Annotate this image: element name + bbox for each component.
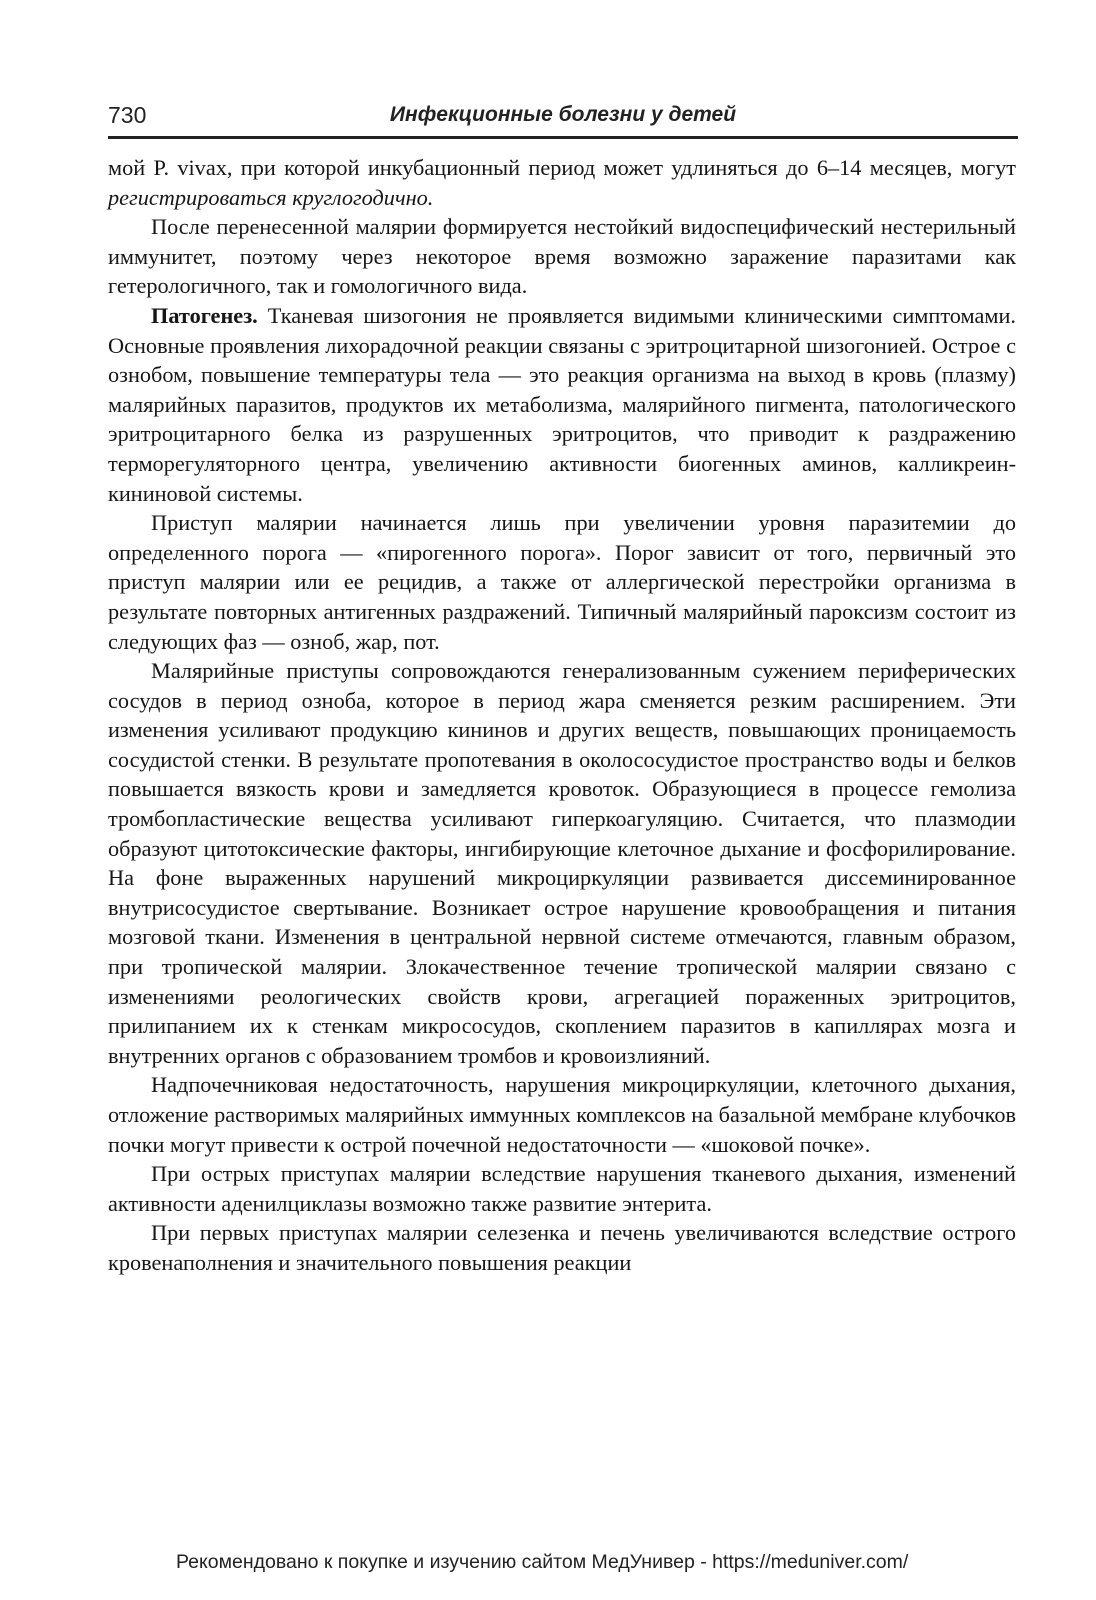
section-lead-heading: Патогенез. <box>151 302 258 328</box>
paragraph-text: Надпочечниковая недостаточность, нарушения микроциркуляции, клеточного дыхания, отложение растворимых малярийных иммунных комплексов на базальной мембране клубочков почки могут привести к острой почечной недостаточности — «шоковой почке». <box>108 1072 1016 1157</box>
paragraph-vascular <box>108 656 1016 1070</box>
paragraph-italic-text: регистрироваться круглогодично. <box>108 184 434 210</box>
paragraph-enteritis <box>108 1159 1016 1218</box>
paragraph-text: При первых приступах малярии селезенка и печень увеличиваются вследствие острого кровенаполнения и значительного повышения реакции <box>108 1220 1016 1275</box>
paragraph-pathogenesis <box>108 301 1016 508</box>
page-header <box>108 100 1018 140</box>
running-title: Инфекционные болезни у детей <box>389 103 737 126</box>
paragraph-text: После перенесенной малярии формируется нестойкий видоспецифический нестерильный иммунитет, поэтому через некоторое время возможно заражение паразитами как гетерологичного, так и гомологичного вида. <box>108 214 1016 299</box>
footer-watermark: Рекомендовано к покупке и изучению сайтом МедУнивер - https://meduniver.com/ <box>176 1551 909 1573</box>
paragraph-text: Приступ малярии начинается лишь при увеличении уровня паразитемии до определенного порога — «пирогенного порога». Порог зависит от того, первичный это приступ малярии или ее рецидив, а также от аллергической перестройки организма в результате повторных антигенных раздражений. Типичный малярийный пароксизм состоит из следующих фаз — озноб, жар, пот. <box>108 510 1016 654</box>
paragraph-continuation <box>108 153 1016 212</box>
paragraph-attack <box>108 508 1016 656</box>
paragraph-text: Малярийные приступы сопровождаются генерализованным сужением периферических сосудов в период озноба, которое в период жара сменяется резким расширением. Эти изменения усиливают продукцию кининов и других веществ, повышающих проницаемость сосудистой стенки. В результате пропотевания в околососудистое пространство воды и белков повышается вязкость крови и замедляется кровоток. Образующиеся в процессе гемолиза тромбопластические вещества усиливают гиперкоагуляцию. Считается, что плазмодии образуют цитотоксические факторы, ингибирующие клеточное дыхание и фосфорилирование. На фоне выраженных нарушений микроциркуляции развивается диссеминированное внутрисосудистое свертывание. Возникает острое нарушение кровообращения и питания мозговой ткани. Изменения в центральной нервной системе отмечаются, главным образом, при тропической малярии. Злокачественное течение тропической малярии связано с изменениями реологических свойств крови, агрегацией пораженных эритроцитов, прилипанием их к стенкам микрососудов, скоплением паразитов в капиллярах мозга и внутренних органов с образованием тромбов и кровоизлияний. <box>108 658 1016 1068</box>
page-number: 730 <box>108 102 147 128</box>
paragraph-text: При острых приступах малярии вследствие нарушения тканевого дыхания, изменений активности аденилциклазы возможно также развитие энтерита. <box>108 1161 1016 1216</box>
paragraph-spleen <box>108 1218 1016 1277</box>
paragraph-text: мой P. vivax, при которой инкубационный период может удлиняться до 6–14 месяцев, могут <box>108 155 1016 180</box>
paragraph-text: Тканевая шизогония не проявляется видимыми клиническими симптомами. Основные проявления лихорадочной реакции связаны с эритроцитарной шизогонией. Острое с ознобом, повышение температуры тела — это реакция организма на выход в кровь (плазму) малярийных паразитов, продуктов их метаболизма, малярийного пигмента, патологического эритроцитарного белка из разрушенных эритроцитов, что приводит к раздражению терморегуляторного центра, увеличению активности биогенных аминов, калликреин-кининовой системы. <box>108 302 1016 506</box>
header-rule <box>108 136 1018 139</box>
body-text <box>108 153 1016 1278</box>
paragraph-renal <box>108 1070 1016 1159</box>
paragraph-immunity <box>108 212 1016 301</box>
